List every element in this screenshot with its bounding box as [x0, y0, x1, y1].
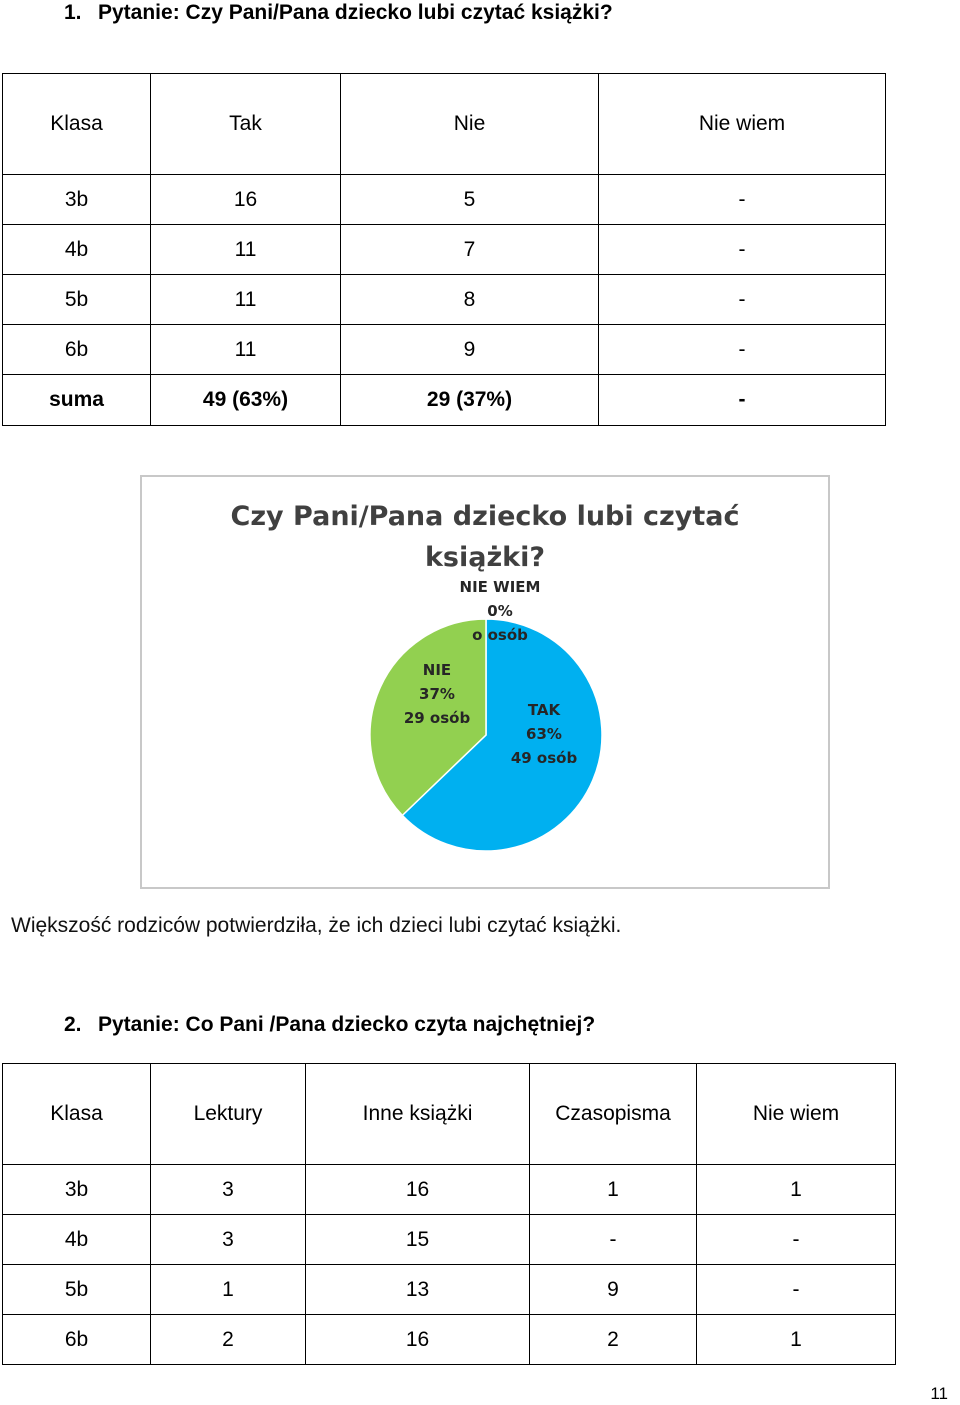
table-cell: 9	[341, 325, 599, 375]
table-cell: -	[697, 1215, 896, 1265]
table-cell: -	[599, 275, 886, 325]
table-cell: 2	[151, 1315, 306, 1365]
table-cell: 11	[151, 275, 341, 325]
table-cell: 4b	[3, 1215, 151, 1265]
table-cell: -	[599, 225, 886, 275]
table-cell: 6b	[3, 1315, 151, 1365]
table-cell: -	[697, 1265, 896, 1315]
table-cell: 16	[151, 175, 341, 225]
sum-cell: 49 (63%)	[151, 375, 341, 426]
header-cell: Lektury	[151, 1064, 306, 1165]
table-cell: 5b	[3, 275, 151, 325]
pie-label-line: o osób	[472, 626, 528, 644]
pie-slices	[370, 619, 602, 851]
table-cell: 1	[697, 1165, 896, 1215]
question-2-number: 2.	[64, 1013, 82, 1036]
table-cell: -	[530, 1215, 697, 1265]
table-cell: 13	[306, 1265, 530, 1315]
table-cell: 1	[530, 1165, 697, 1215]
table-cell: 3b	[3, 175, 151, 225]
table-row	[3, 275, 886, 325]
table-row	[3, 175, 886, 225]
table-cell: 3	[151, 1165, 306, 1215]
table-row	[3, 1165, 896, 1215]
table-cell: 11	[151, 225, 341, 275]
table-cell: 2	[530, 1315, 697, 1365]
header-cell: Nie wiem	[697, 1064, 896, 1165]
chart-title-line-2: książki?	[424, 542, 546, 573]
question-2-text: Pytanie: Co Pani /Pana dziecko czyta najchętniej?	[98, 1013, 596, 1036]
summary-text: Większość rodziców potwierdziła, że ich dzieci lubi czytać książki.	[11, 914, 622, 937]
pie-label-line: 37%	[419, 685, 455, 703]
pie-label-line: NIE	[422, 661, 452, 679]
header-cell: Nie wiem	[599, 74, 886, 175]
table-cell: -	[599, 325, 886, 375]
pie-label-line: 29 osób	[403, 709, 471, 727]
question-2-title	[64, 1013, 595, 1037]
question-1-number: 1.	[64, 1, 82, 24]
table-cell: 11	[151, 325, 341, 375]
table-cell: 8	[341, 275, 599, 325]
table-row	[3, 1265, 896, 1315]
pie-label-line: 49 osób	[510, 749, 578, 767]
chart-title-line-1: Czy Pani/Pana dziecko lubi czytać	[230, 501, 740, 532]
pie-chart	[142, 477, 828, 887]
table-cell: 6b	[3, 325, 151, 375]
table-reading-material	[2, 1063, 896, 1365]
pie-chart-frame	[140, 475, 830, 889]
table-cell: 9	[530, 1265, 697, 1315]
pie-label-line: 0%	[487, 602, 513, 620]
table-cell: 15	[306, 1215, 530, 1265]
table-cell: -	[599, 175, 886, 225]
question-1-title	[64, 1, 613, 25]
page-number: 11	[930, 1384, 948, 1403]
header-cell: Klasa	[3, 1064, 151, 1165]
table-row	[3, 1215, 896, 1265]
header-cell: Czasopisma	[530, 1064, 697, 1165]
table-cell: 3b	[3, 1165, 151, 1215]
pie-label-line: TAK	[527, 701, 561, 719]
table-cell: 16	[306, 1315, 530, 1365]
header-cell: Inne książki	[306, 1064, 530, 1165]
header-cell: Tak	[151, 74, 341, 175]
table-row	[3, 325, 886, 375]
table-cell: 16	[306, 1165, 530, 1215]
table-row	[3, 225, 886, 275]
table-header-row	[3, 74, 886, 175]
table-cell: 4b	[3, 225, 151, 275]
table-cell: 3	[151, 1215, 306, 1265]
sum-cell: -	[599, 375, 886, 426]
table-cell: 1	[697, 1315, 896, 1365]
table-reading-preference	[2, 73, 886, 426]
header-cell: Klasa	[3, 74, 151, 175]
sum-cell: suma	[3, 375, 151, 426]
table-cell: 1	[151, 1265, 306, 1315]
question-1-text: Pytanie: Czy Pani/Pana dziecko lubi czytać książki?	[98, 1, 613, 24]
table-header-row	[3, 1064, 896, 1165]
pie-label-line: NIE WIEM	[459, 578, 541, 596]
table-cell: 5	[341, 175, 599, 225]
table-cell: 7	[341, 225, 599, 275]
pie-label-line: 63%	[526, 725, 562, 743]
table-row	[3, 1315, 896, 1365]
header-cell: Nie	[341, 74, 599, 175]
table-cell: 5b	[3, 1265, 151, 1315]
sum-cell: 29 (37%)	[341, 375, 599, 426]
table-sum-row	[3, 375, 886, 426]
